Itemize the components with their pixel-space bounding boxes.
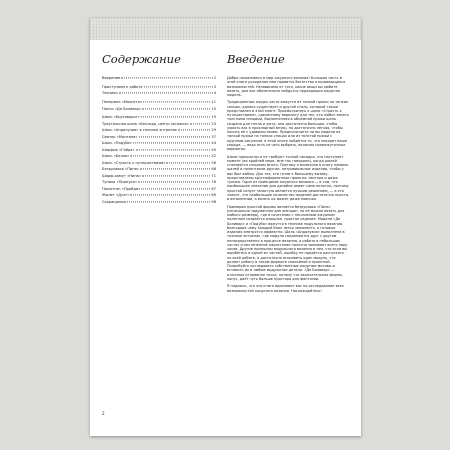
toc-entry-page: 96 xyxy=(211,199,216,204)
toc-title: Содержание xyxy=(102,52,181,66)
toc-entry-label: Пелерина «Мохитто» xyxy=(102,100,143,105)
toc-entry-label: Шаль «Падуба» xyxy=(102,141,132,146)
toc-entry xyxy=(102,115,216,119)
toc-entry xyxy=(102,187,216,191)
toc-dot-leader xyxy=(141,117,210,118)
intro-title: Введение xyxy=(227,52,285,66)
toc-entry xyxy=(102,141,216,145)
toc-entry-page: 50 xyxy=(211,147,216,152)
toc-dot-leader xyxy=(141,188,210,189)
toc-dot-leader xyxy=(190,123,210,124)
toc-dot-leader xyxy=(130,195,210,196)
toc-entry-label: Шаль «Круговорот» xyxy=(102,115,140,120)
toc-entry-label: Приступаем к работе xyxy=(102,84,143,89)
toc-dot-leader xyxy=(142,175,210,176)
toc-entry-label: Шаль «Андалузия» в технике энтрелак xyxy=(102,128,177,133)
toc-entry xyxy=(102,167,216,171)
toc-entry-label: Техники xyxy=(102,91,118,96)
toc-entry xyxy=(102,135,216,139)
toc-entry xyxy=(102,107,216,111)
toc-entry-label: Шаль «Страсть к путешествиям» xyxy=(102,160,166,165)
intro-paragraph: Добро пожаловать в мир ажурного вязания! Большая часть в этой книге рукоделия мне нравится богатство открывающихся возможностей. Независимо от того, какие вещи вы любите вязать, для вас обязательно найдутся подходящая ажурная модель. xyxy=(227,76,346,97)
intro-paragraph: Я надеюсь, что эта книга вдохновит вас на исследование всех возможностей ажурного вязания. Наслаждайтесь! xyxy=(227,284,344,293)
toc-entry-page: 66 xyxy=(211,167,216,172)
intro-paragraph: Шали прекрасны и не требуют точной посадки, это наступает момент (во крайней мере, мне так говорили), когда шалей становится слишком много. Поэтому я включила в книгу помимо шалей и палантинов другие, нетривиальные изделия, чтобы у вас был выбор. Для тех, кто готов к большему вызову, представлены крупноформатные проекты: свитера и даже туника. Один из принципов ажурного вязания — в том, что наибольшее значение для дизайна имеет само полотно, поэтому простой силуэт зачастую является лучшим решением, — а это значит, что наибольшее количество моделей достаточно просты в исполнении, а вязать их может даже новичок. xyxy=(227,154,349,202)
intro-column xyxy=(227,52,349,296)
toc-entry-page: 3 xyxy=(213,84,216,89)
intro-paragraph: Традиционные ажуры часто вяжутся из тонкой пряжи на тонких спицах, однако существует и другой стиль, который также представлен в этой книге. Присмотритесь к шали «Страсть к путешествиям», сделанному варианту для тех, кто любит вязать толстыми спицами. Выполненная в объёмной пряжи шаль создана для тепла и уюта, она достаточно большая, чтобы укрыть вас в прохладный вечер, но достаточно лёгкая, чтобы носить её с удовольствием. Предпочитаете ли вы модели из тонкой пряжи на тонких спицах или из толстой пряжи с крупным рисунком, в этой книге найдётся то, что покорит ваше сердце, — ведь есть из чего выбрать, включая промежуточные варианты. xyxy=(227,100,349,152)
toc-dot-leader xyxy=(139,136,211,137)
toc-entry-label: Сокращения xyxy=(102,199,126,204)
toc-entry-page: 23 xyxy=(211,121,216,126)
toc-entry-label: Треугольная шаль «Бесседа, центр затяжка» xyxy=(102,121,189,126)
toc-entry xyxy=(102,174,216,178)
toc-dot-leader xyxy=(138,182,210,183)
toc-entry xyxy=(102,154,216,158)
toc-list xyxy=(102,76,216,204)
decorative-band xyxy=(90,18,361,40)
toc-entry xyxy=(102,91,216,95)
toc-dot-leader xyxy=(136,149,211,150)
toc-entry-label: Пончо «Де Боливар» xyxy=(102,106,142,111)
toc-dot-leader xyxy=(166,162,210,163)
toc-entry-label: Шарф-хомут «Нина» xyxy=(102,173,142,178)
toc-dot-leader xyxy=(121,77,212,78)
toc-entry xyxy=(102,161,216,165)
page-number: 2 xyxy=(102,411,105,416)
toc-entry-label: Шарфик «Гейра» xyxy=(102,147,135,152)
toc-entry-page: 2 xyxy=(213,76,216,80)
toc-entry xyxy=(102,76,216,80)
toc-entry-page: 71 xyxy=(211,173,216,178)
intro-paragraph: Примером простой формы является безрукавка «Пина» (изначально задуманная для женщин, но её можно вязать для любого размера), где в сочетании с несложным ажурным полотном создаётся изящное, простое изделие. Модели «Де Боливар» и «Падуба» вяжутся в технике модульного вязания, благодаря чему каждый блок легко запомнить, а готовые изделия смотрятся эффектно. Шаль «Андалузия» выполнена в технике энтрелак, где модули соединяются друг с другом непосредственно в процессе вязания, а работа в небольших частях и постепенное нарастание полотна занимают всего пару часов. Другие принципы модульного вязания в том, что если вы ошибётесь в одной из частей, ошибку не придётся распускать по всей работе, а достаточно исправить один модуль, что делает работу в таком формате спокойной и приятной. Попробуйте исследовать собственные ажурные мотивы и вставить их в любые модульные детали. «Де Боливар» — отличная отправная точка, потому что окончательная форма, конус, даёт чуть больше простора для фантазии. xyxy=(227,204,348,281)
toc-entry-page: 29 xyxy=(211,128,216,133)
toc-entry-label: Палантин «Пройди» xyxy=(102,186,141,191)
toc-entry xyxy=(102,180,216,184)
toc-entry-page: 19 xyxy=(211,115,216,120)
book-page xyxy=(90,18,361,436)
toc-dot-leader xyxy=(130,156,210,157)
toc-entry-page: 87 xyxy=(211,186,216,191)
toc-entry-page: 89 xyxy=(211,193,216,198)
toc-entry xyxy=(102,200,216,204)
toc-column xyxy=(102,52,216,206)
toc-dot-leader xyxy=(133,143,210,144)
toc-dot-leader xyxy=(143,101,210,102)
toc-entry-page: 56 xyxy=(211,160,216,165)
toc-dot-leader xyxy=(178,130,210,131)
toc-entry-label: Туника «Прилуки» xyxy=(102,180,138,185)
toc-entry-page: 52 xyxy=(211,154,216,159)
toc-entry-page: 15 xyxy=(211,106,216,111)
toc-entry-page: 11 xyxy=(211,100,216,105)
toc-entry-label: Жилет «Дуэт» xyxy=(102,193,130,198)
toc-dot-leader xyxy=(140,169,210,170)
toc-entry-label: Введение xyxy=(102,76,121,80)
toc-entry-label: Безрукавка «Пина» xyxy=(102,167,139,172)
toc-entry-page: 37 xyxy=(211,134,216,139)
toc-entry-page: 4 xyxy=(213,91,216,96)
toc-entry-label: Шаль «Белая» xyxy=(102,154,130,159)
toc-entry-page: 44 xyxy=(211,141,216,146)
toc-dot-leader xyxy=(144,86,213,87)
toc-entry xyxy=(102,148,216,152)
toc-entry xyxy=(102,100,216,104)
toc-dot-leader xyxy=(127,201,211,202)
toc-entry-page: 78 xyxy=(211,180,216,185)
toc-dot-leader xyxy=(119,93,213,94)
toc-entry xyxy=(102,193,216,197)
toc-entry xyxy=(102,128,216,132)
toc-entry xyxy=(102,122,216,126)
toc-dot-leader xyxy=(142,108,210,109)
toc-entry-label: Свитер «Монтана» xyxy=(102,134,138,139)
toc-entry xyxy=(102,85,216,89)
